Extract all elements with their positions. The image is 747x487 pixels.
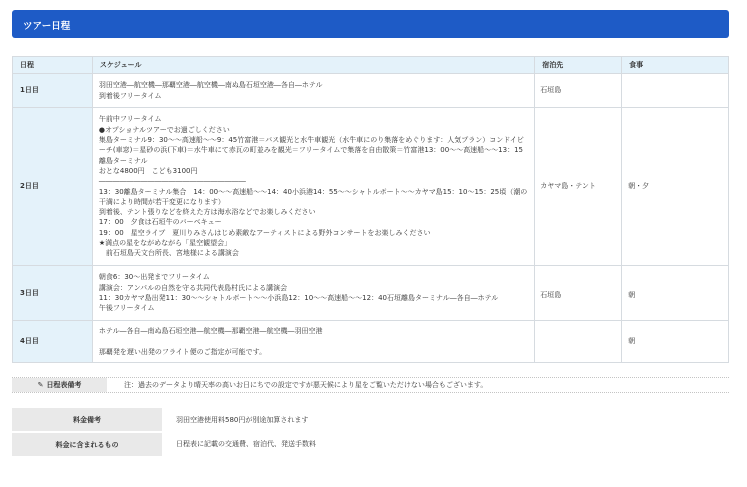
column-header-meal: 食事 (622, 57, 729, 74)
fee-table (12, 408, 729, 456)
meal-cell: 朝・夕 (622, 108, 729, 266)
fee-value: 羽田空港使用料580円が別途加算されます (176, 416, 309, 424)
stay-cell: カヤマ島・テント (535, 108, 622, 266)
note-label-box (12, 378, 107, 392)
column-header-stay: 宿泊先 (535, 57, 622, 74)
stay-cell: 石垣島 (535, 74, 622, 108)
fee-row (12, 432, 729, 456)
stay-cell: 石垣島 (535, 266, 622, 321)
column-header-schedule: スケジュール (92, 57, 534, 74)
schedule-text: 午前中フリータイム ●オプショナルツアーでお過ごしください 集島ターミナル9：30～～高速船～～9：45竹富港＝バス観光と水牛車観光（水牛車にのり集落をめぐります：人気プラン）コンドイビーチ(車窓)＝星砂の浜(下車)＝水牛車にて赤瓦の町並みを観光＝フリータイムで集落を自由散策＝竹富港13：00～～高速船～～13：15離島ターミナル おとな4800円 こども3100円 ――――――――――――――――――――― 13：30離島ターミナル集合 14：00～～高速船～～14：40小浜港14：55～～シャトルボート～～カヤマ島15：10～15：25頃（潮の干満により時間が若干変更になります） 到着後、テント張りなどを終えた方は海水浴などでお楽しみください 17：00 夕食は石垣牛のバーベキュー 19：00 星空ライブ 夏川りみさんはじめ素敵なアーティストによる野外コンサートをお楽しみください ★満点の星をながめながら「星空観望会」 前石垣島天文台所長、宮地様による講演会 (92, 108, 534, 266)
table-row (13, 266, 729, 321)
section-title: ツアー日程 (23, 21, 71, 32)
stay-cell (535, 321, 622, 363)
schedule-note (12, 377, 729, 393)
schedule-table (12, 56, 729, 363)
day-label: 2日目 (13, 108, 93, 266)
note-label: 日程表備考 (46, 381, 82, 389)
fee-row (12, 408, 729, 432)
pencil-icon: ✎ (37, 381, 44, 389)
table-row (13, 108, 729, 266)
meal-cell: 朝 (622, 321, 729, 363)
note-text: 注：過去のデータより晴天率の高いお日にちでの設定ですが悪天候により星をご覧いただけない場合もございます。 (124, 381, 488, 389)
fee-label: 料金備考 (12, 408, 162, 432)
fee-label: 料金に含まれるもの (12, 432, 162, 456)
column-header-day: 日程 (13, 57, 93, 74)
section-header (12, 10, 729, 38)
schedule-text: 羽田空港―航空機―那覇空港―航空機―南ぬ島石垣空港―各自―ホテル 到着後フリータイム (92, 74, 534, 108)
schedule-text: 朝食6：30～出発までフリータイム 講演会：アンパルの自然を守る共同代表島村氏による講演会 11：30カヤマ島出発11：30～～シャトルボート～～小浜島12：10～～高速船～～12：40石垣離島ターミナル―各自―ホテル 午後フリータイム (92, 266, 534, 321)
table-header-row (13, 57, 729, 74)
table-row (13, 74, 729, 108)
day-label: 1日目 (13, 74, 93, 108)
table-row (13, 321, 729, 363)
fee-value: 日程表に記載の交通費、宿泊代、発送手数料 (176, 440, 316, 448)
meal-cell: 朝 (622, 266, 729, 321)
day-label: 3日目 (13, 266, 93, 321)
schedule-text: ホテル―各自―南ぬ島石垣空港―航空機―那覇空港―航空機―羽田空港 那覇発を遅い出発のフライト便のご指定が可能です。 (92, 321, 534, 363)
meal-cell (622, 74, 729, 108)
day-label: 4日目 (13, 321, 93, 363)
